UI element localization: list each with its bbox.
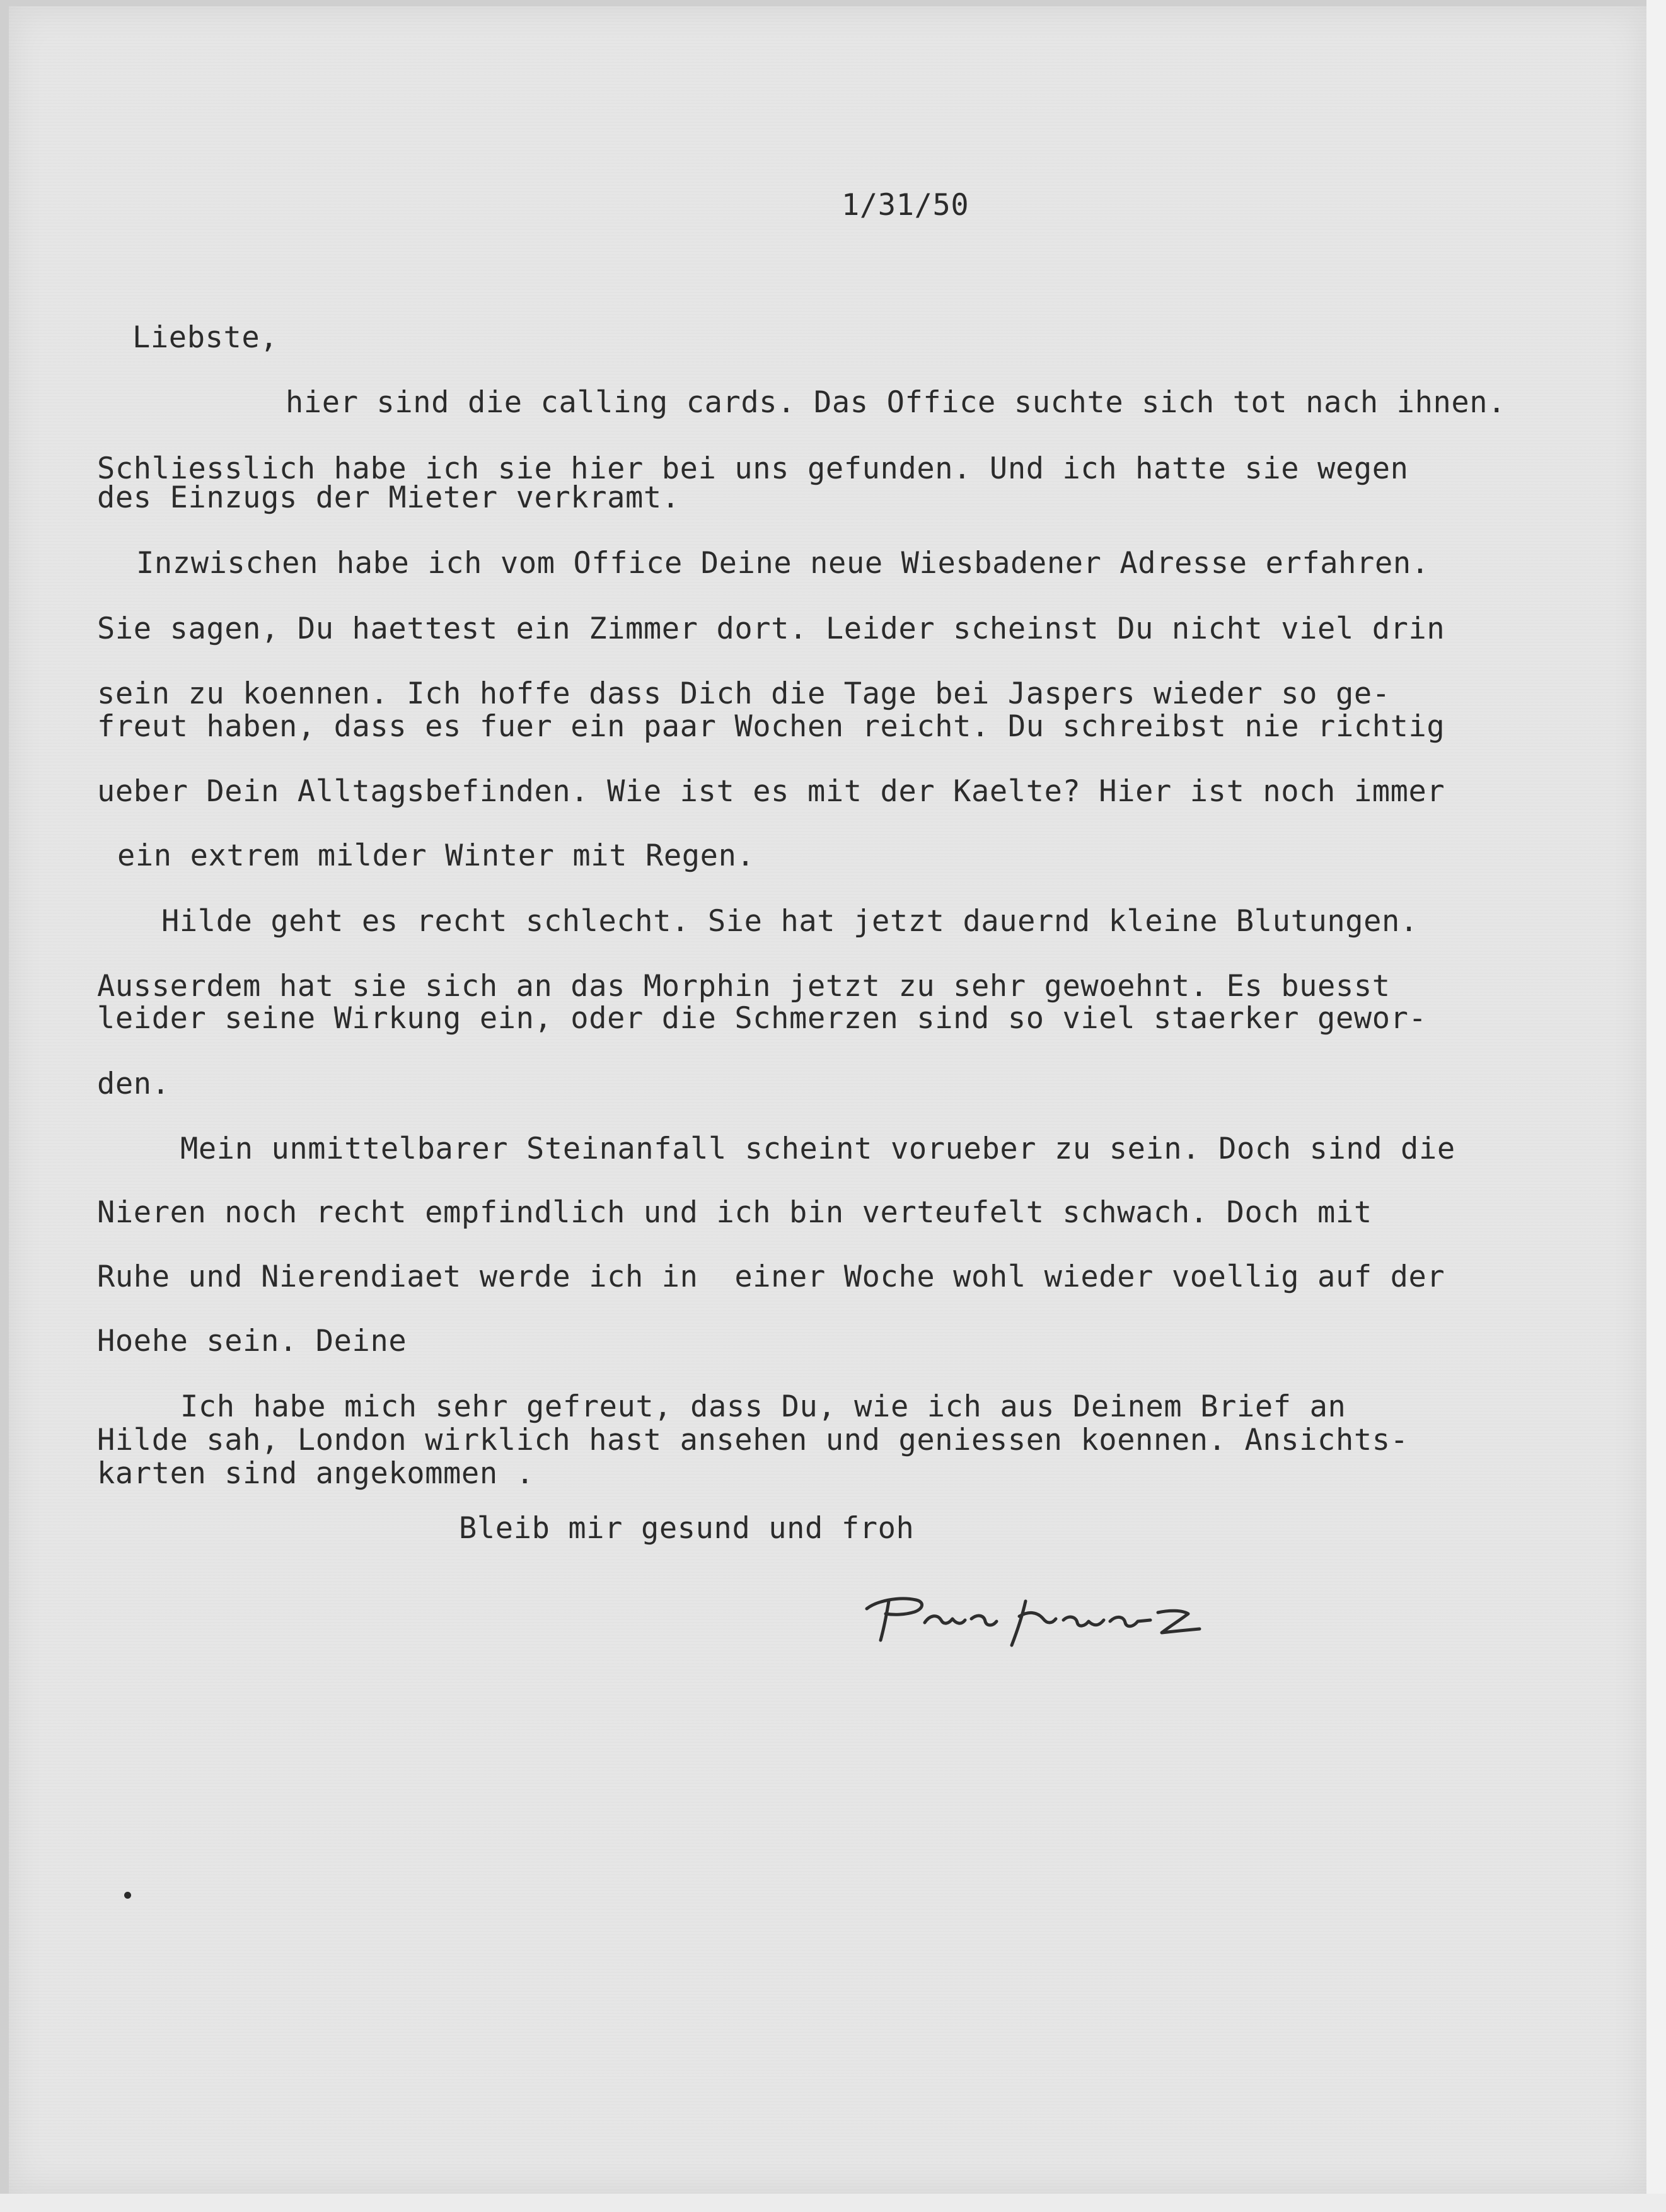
salutation: Liebste, [132, 320, 279, 355]
body-line-7: freut haben, dass es fuer ein paar Wochen reicht. Du schreibst nie richtig [97, 709, 1445, 744]
body-line-16: Ruhe und Nierendiaet werde ich in einer Woche wohl wieder voellig auf der [97, 1259, 1445, 1294]
body-line-15: Nieren noch recht empfindlich und ich bin verteufelt schwach. Doch mit [97, 1195, 1372, 1230]
body-line-20: karten sind angekommen . [97, 1456, 535, 1491]
body-line-9: ein extrem milder Winter mit Regen. [117, 838, 755, 873]
body-line-5: Sie sagen, Du haettest ein Zimmer dort. Leider scheinst Du nicht viel drin [97, 611, 1445, 646]
body-line-17: Hoehe sein. Deine [97, 1324, 407, 1358]
body-line-2: Schliesslich habe ich sie hier bei uns gefunden. Und ich hatte sie wegen [97, 451, 1409, 486]
body-line-19: Hilde sah, London wirklich hast ansehen und geniessen koennen. Ansichts- [97, 1423, 1409, 1457]
body-line-6: sein zu koennen. Ich hoffe dass Dich die Tage bei Jaspers wieder so ge- [97, 676, 1391, 711]
body-line-12: leider seine Wirkung ein, oder die Schmerzen sind so viel staerker gewor- [97, 1001, 1427, 1036]
handwritten-signature [854, 1582, 1245, 1652]
page-edge-right [1646, 0, 1666, 2212]
body-line-1: hier sind die calling cards. Das Office suchte sich tot nach ihnen. [286, 385, 1507, 420]
body-line-10: Hilde geht es recht schlecht. Sie hat jetzt dauernd kleine Blutungen. [161, 904, 1418, 939]
body-line-11: Ausserdem hat sie sich an das Morphin jetzt zu sehr gewoehnt. Es buesst [97, 969, 1391, 1004]
letter-date: 1/31/50 [842, 188, 969, 223]
punch-dot [124, 1892, 131, 1899]
closing-line: Bleib mir gesund und froh [459, 1511, 915, 1546]
body-line-13: den. [97, 1067, 170, 1101]
body-line-3: des Einzugs der Mieter verkramt. [97, 480, 680, 515]
body-line-18: Ich habe mich sehr gefreut, dass Du, wie ich aus Deinem Brief an [180, 1389, 1346, 1424]
page-edge-bottom [0, 2194, 1666, 2212]
body-line-14: Mein unmittelbarer Steinanfall scheint vorueber zu sein. Doch sind die [180, 1132, 1455, 1166]
body-line-4: Inzwischen habe ich vom Office Deine neue Wiesbadener Adresse erfahren. [136, 546, 1430, 581]
body-line-8: ueber Dein Alltagsbefinden. Wie ist es mit der Kaelte? Hier ist noch immer [97, 774, 1445, 809]
